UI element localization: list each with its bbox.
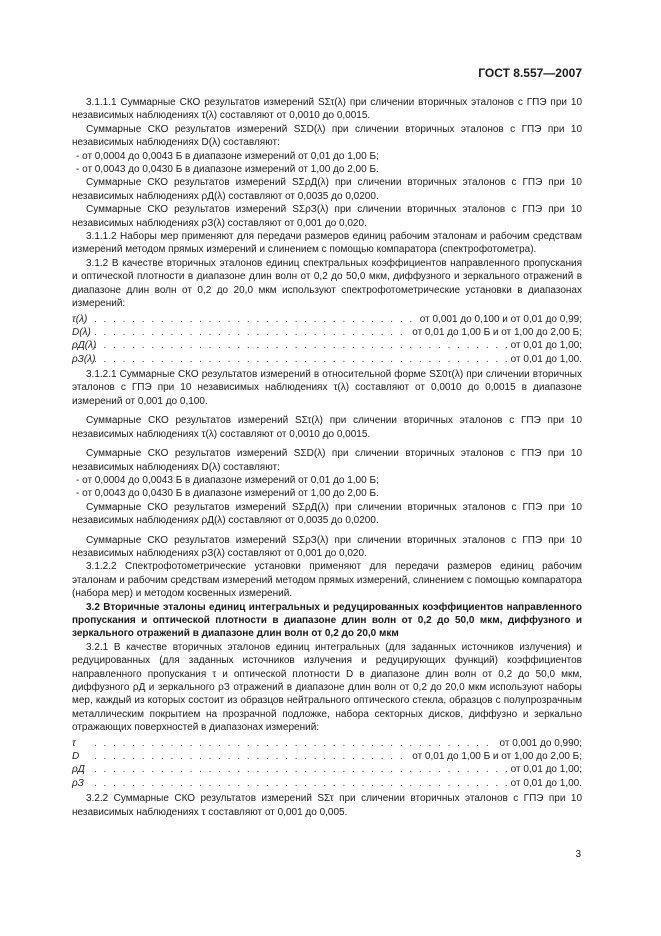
list-item: - от 0,0004 до 0,0043 Б в диапазоне измерений от 0,01 до 1,00 Б; — [76, 474, 379, 486]
list-item: - от 0,0043 до 0,0430 Б в диапазоне измерений от 1,00 до 2,00 Б. — [76, 164, 379, 176]
measurement-ranges-list — [72, 313, 582, 367]
page-number: 3 — [575, 849, 581, 860]
paragraph-sko-d-2: Суммарные СКО результатов измерений SΣD(λ) при сличении вторичных эталонов с ГПЭ при 10 независимых наблюдениях D(λ) составляют: — [72, 448, 582, 473]
list-item: - от 0,0043 до 0,0430 Б в диапазоне измерений от 1,00 до 2,00 Б. — [76, 488, 379, 500]
list-item: τ . . . от 0,001 до 0,990; — [72, 737, 582, 750]
list-item: D(λ) . . . от 0,01 до 1,00 Б и от 1,00 до 2,00 Б; — [72, 326, 582, 339]
list-item: τ(λ) . . . от 0,001 до 0,100 и от 0,01 до 0,99; — [72, 313, 582, 326]
paragraph-312: 3.1.2 В качестве вторичных эталонов единиц спектральных коэффициентов направленного пропускания и оптической плотности в диапазоне длин волн от 0,2 до 50,0 мкм, диффузного и зеркального отражений в диапазоне длин волн от 0,2 до 20,0 мкм используют спектрофотометрические установки в диапазонах измерений: — [72, 257, 582, 310]
paragraph-sko-rho-d: Суммарные СКО результатов измерений SΣρД(λ) при сличении вторичных эталонов с ГПЭ при 10 независимых наблюдениях ρД(λ) составляют от 0,0035 до 0,0200. — [72, 177, 582, 202]
paragraph-sko-rho-z-2: Суммарные СКО результатов измерений SΣρЗ(λ) при сличении вторичных эталонов с ГПЭ при 10 независимых наблюдениях ρЗ(λ) составляют от 0,001 до 0,020. — [72, 534, 582, 559]
paragraph-322: 3.2.2 Суммарные СКО результатов измерений SΣτ при сличении вторичных эталонов с ГПЭ при 10 независимых наблюдениях τ составляют от 0,001 до 0,005. — [72, 793, 582, 818]
measurement-ranges-list-2 — [72, 737, 582, 791]
list-item: ρД(λ) . . . от 0,01 до 1,00; — [72, 339, 582, 352]
paragraph-321: 3.2.1 В качестве вторичных эталонов единиц интегральных (для заданных источников излучения) и редуцированных (для заданных источников излучения и редуцирующих функций) коэффициентов направленного пропускания τ и оптической плотности D в диапазоне длин волн от 0,2 до 50,0 мкм, диффузного ρД и зеркального ρЗ отражений в диапазоне длин волн от 0,2 до 20,0 мкм используют наборы мер, каждый из которых состоит из образцов нейтрального оптического стекла, образцов с полупрозрачным металлическим покрытием на прозрачной подложке, набора секторных дисков, диффузно и зеркально отражающих поверхностей в диапазонах измерений: — [72, 641, 582, 734]
paragraph-sko-d: Суммарные СКО результатов измерений SΣD(λ) при сличении вторичных эталонов с ГПЭ при 10 независимых наблюдениях D(λ) составляют: — [72, 123, 582, 149]
list-item: ρД . . . от 0,01 до 1,00; — [72, 763, 582, 776]
paragraph-sko-rho-z: Суммарные СКО результатов измерений SΣρЗ(λ) при сличении вторичных эталонов с ГПЭ при 10 независимых наблюдениях ρЗ(λ) составляют от 0,001 до 0,020. — [72, 204, 582, 229]
paragraph-3111: 3.1.1.1 Суммарные СКО результатов измерений SΣτ(λ) при сличении вторичных эталонов с ГПЭ при 10 независимых наблюдениях τ(λ) составляют от 0,0010 до 0,0015. — [72, 97, 582, 122]
paragraph-sko-tau: Суммарные СКО результатов измерений SΣτ(λ) при сличении вторичных эталонов с ГПЭ при 10 независимых наблюдениях τ(λ) составляют от 0,0010 до 0,0015. — [72, 415, 582, 440]
list-item: ρЗ . . . от 0,01 до 1,00. — [72, 777, 582, 790]
paragraph-3122: 3.1.2.2 Спектрофотометрические установки применяют для передачи размеров единиц рабочим эталонам и рабочим средствам измерений методом прямых измерений, слинением с помощью компаратора (набора мер) и методом косвенных измерений. — [72, 561, 582, 600]
paragraph-3112: 3.1.1.2 Наборы мер применяют для передачи размеров единиц рабочим эталонам и рабочим средствам измерений методом прямых измерений и слинением с помощью компаратора (спектрофотометра). — [72, 231, 582, 256]
paragraph-3121: 3.1.2.1 Суммарные СКО результатов измерений в относительной форме SΣ0τ(λ) при сличении вторичных эталонов с ГПЭ при 10 независимых наблюдениях τ(λ) составляют от 0,0010 до 0,0015 в диапазоне измерений от 0,001 до 0,100. — [72, 369, 582, 407]
document-body — [72, 96, 582, 819]
section-heading-3-2: 3.2 Вторичные эталоны единиц интегральных и редуцированных коэффициентов направленного пропускания и оптической плотности в диапазоне длин волн от 0,2 до 50,0 мкм, диффузного и зеркального отражений в диапазоне длин волн от 0,2 до 20,0 мкм — [72, 601, 582, 640]
document-code: ГОСТ 8.557—2007 — [478, 66, 582, 80]
paragraph-sko-rho-d-2: Суммарные СКО результатов измерений SΣρД(λ) при сличении вторичных эталонов с ГПЭ при 10 независимых наблюдениях ρД(λ) составляют от 0,0035 до 0,0200. — [72, 501, 582, 527]
list-item: ρЗ(λ) . . . от 0,01 до 1,00. — [72, 353, 582, 366]
list-item: - от 0,0004 до 0,0043 Б в диапазоне измерений от 0,01 до 1,00 Б; — [76, 150, 379, 162]
list-item: D . . . от 0,01 до 1,00 Б и от 1,00 до 2,00 Б; — [72, 750, 582, 763]
